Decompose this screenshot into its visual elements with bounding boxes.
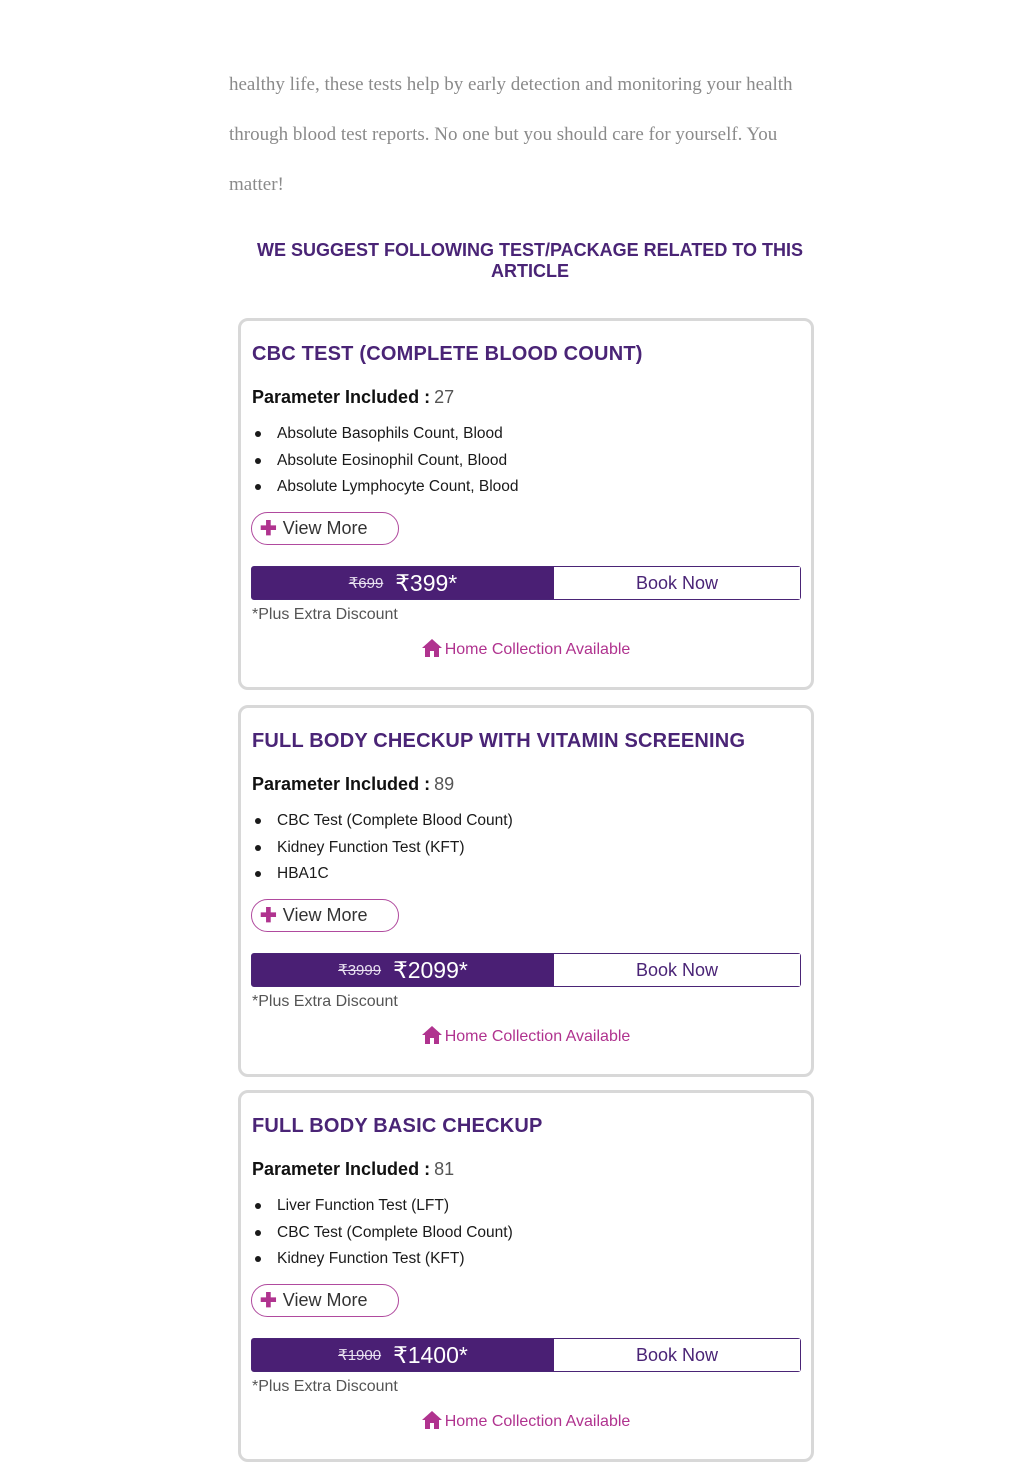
package-card [238, 705, 814, 1077]
book-now-button[interactable]: Book Now [554, 954, 800, 986]
new-price: ₹1400* [393, 1341, 468, 1368]
price-box [252, 954, 554, 986]
article-line: through blood test reports. No one but you should care for yourself. You [229, 124, 778, 145]
home-collection-label: Home Collection Available [444, 1413, 631, 1430]
parameter-list [252, 425, 519, 505]
extra-discount-note: *Plus Extra Discount [252, 1378, 398, 1395]
parameter-number: 27 [434, 387, 455, 407]
list-item: Absolute Basophils Count, Blood [252, 425, 519, 452]
plus-icon: ✚ [260, 1289, 277, 1312]
book-now-button[interactable]: Book Now [554, 1339, 800, 1371]
price-box [252, 567, 554, 599]
old-price: ₹699 [348, 575, 384, 592]
package-title: CBC TEST (COMPLETE BLOOD COUNT) [252, 343, 643, 365]
package-card [238, 1090, 814, 1462]
parameter-list [252, 1197, 513, 1277]
package-title: FULL BODY CHECKUP WITH VITAMIN SCREENING [252, 730, 746, 752]
home-collection-note [241, 639, 811, 659]
price-box [252, 1339, 554, 1371]
home-collection-note [241, 1026, 811, 1046]
parameter-count [252, 387, 454, 408]
parameter-label: Parameter Included : [252, 1159, 431, 1179]
price-bar [251, 1338, 801, 1372]
list-item: Liver Function Test (LFT) [252, 1197, 513, 1224]
suggest-heading: WE SUGGEST FOLLOWING TEST/PACKAGE RELATED TO THIS ARTICLE [256, 240, 803, 281]
list-item: Kidney Function Test (KFT) [252, 839, 513, 866]
extra-discount-note: *Plus Extra Discount [252, 606, 398, 623]
plus-icon: ✚ [260, 904, 277, 927]
parameter-count [252, 1159, 454, 1180]
article-line: matter! [229, 174, 284, 195]
parameter-list [252, 812, 513, 892]
price-bar [251, 953, 801, 987]
view-more-label: View More [282, 1290, 368, 1310]
extra-discount-note: *Plus Extra Discount [252, 993, 398, 1010]
old-price: ₹3999 [338, 962, 382, 979]
new-price: ₹399* [395, 569, 458, 596]
parameter-label: Parameter Included : [252, 387, 431, 407]
list-item: Absolute Lymphocyte Count, Blood [252, 478, 519, 505]
view-more-button[interactable] [251, 899, 399, 932]
view-more-button[interactable] [251, 512, 399, 545]
parameter-number: 89 [434, 774, 455, 794]
old-price: ₹1900 [338, 1347, 382, 1364]
package-title: FULL BODY BASIC CHECKUP [252, 1115, 543, 1137]
view-more-button[interactable] [251, 1284, 399, 1317]
view-more-label: View More [282, 905, 368, 925]
list-item: Absolute Eosinophil Count, Blood [252, 452, 519, 479]
plus-icon: ✚ [260, 517, 277, 540]
view-more-label: View More [282, 518, 368, 538]
home-collection-label: Home Collection Available [444, 1028, 631, 1045]
home-icon [422, 1411, 442, 1429]
price-bar [251, 566, 801, 600]
article-line: healthy life, these tests help by early detection and monitoring your health [229, 74, 793, 95]
parameter-label: Parameter Included : [252, 774, 431, 794]
parameter-count [252, 774, 454, 795]
home-collection-note [241, 1411, 811, 1431]
package-card [238, 318, 814, 690]
list-item: HBA1C [252, 865, 513, 892]
book-now-button[interactable]: Book Now [554, 567, 800, 599]
home-icon [422, 639, 442, 657]
list-item: CBC Test (Complete Blood Count) [252, 812, 513, 839]
new-price: ₹2099* [393, 956, 468, 983]
list-item: CBC Test (Complete Blood Count) [252, 1224, 513, 1251]
home-icon [422, 1026, 442, 1044]
home-collection-label: Home Collection Available [444, 641, 631, 658]
parameter-number: 81 [434, 1159, 455, 1179]
list-item: Kidney Function Test (KFT) [252, 1250, 513, 1277]
